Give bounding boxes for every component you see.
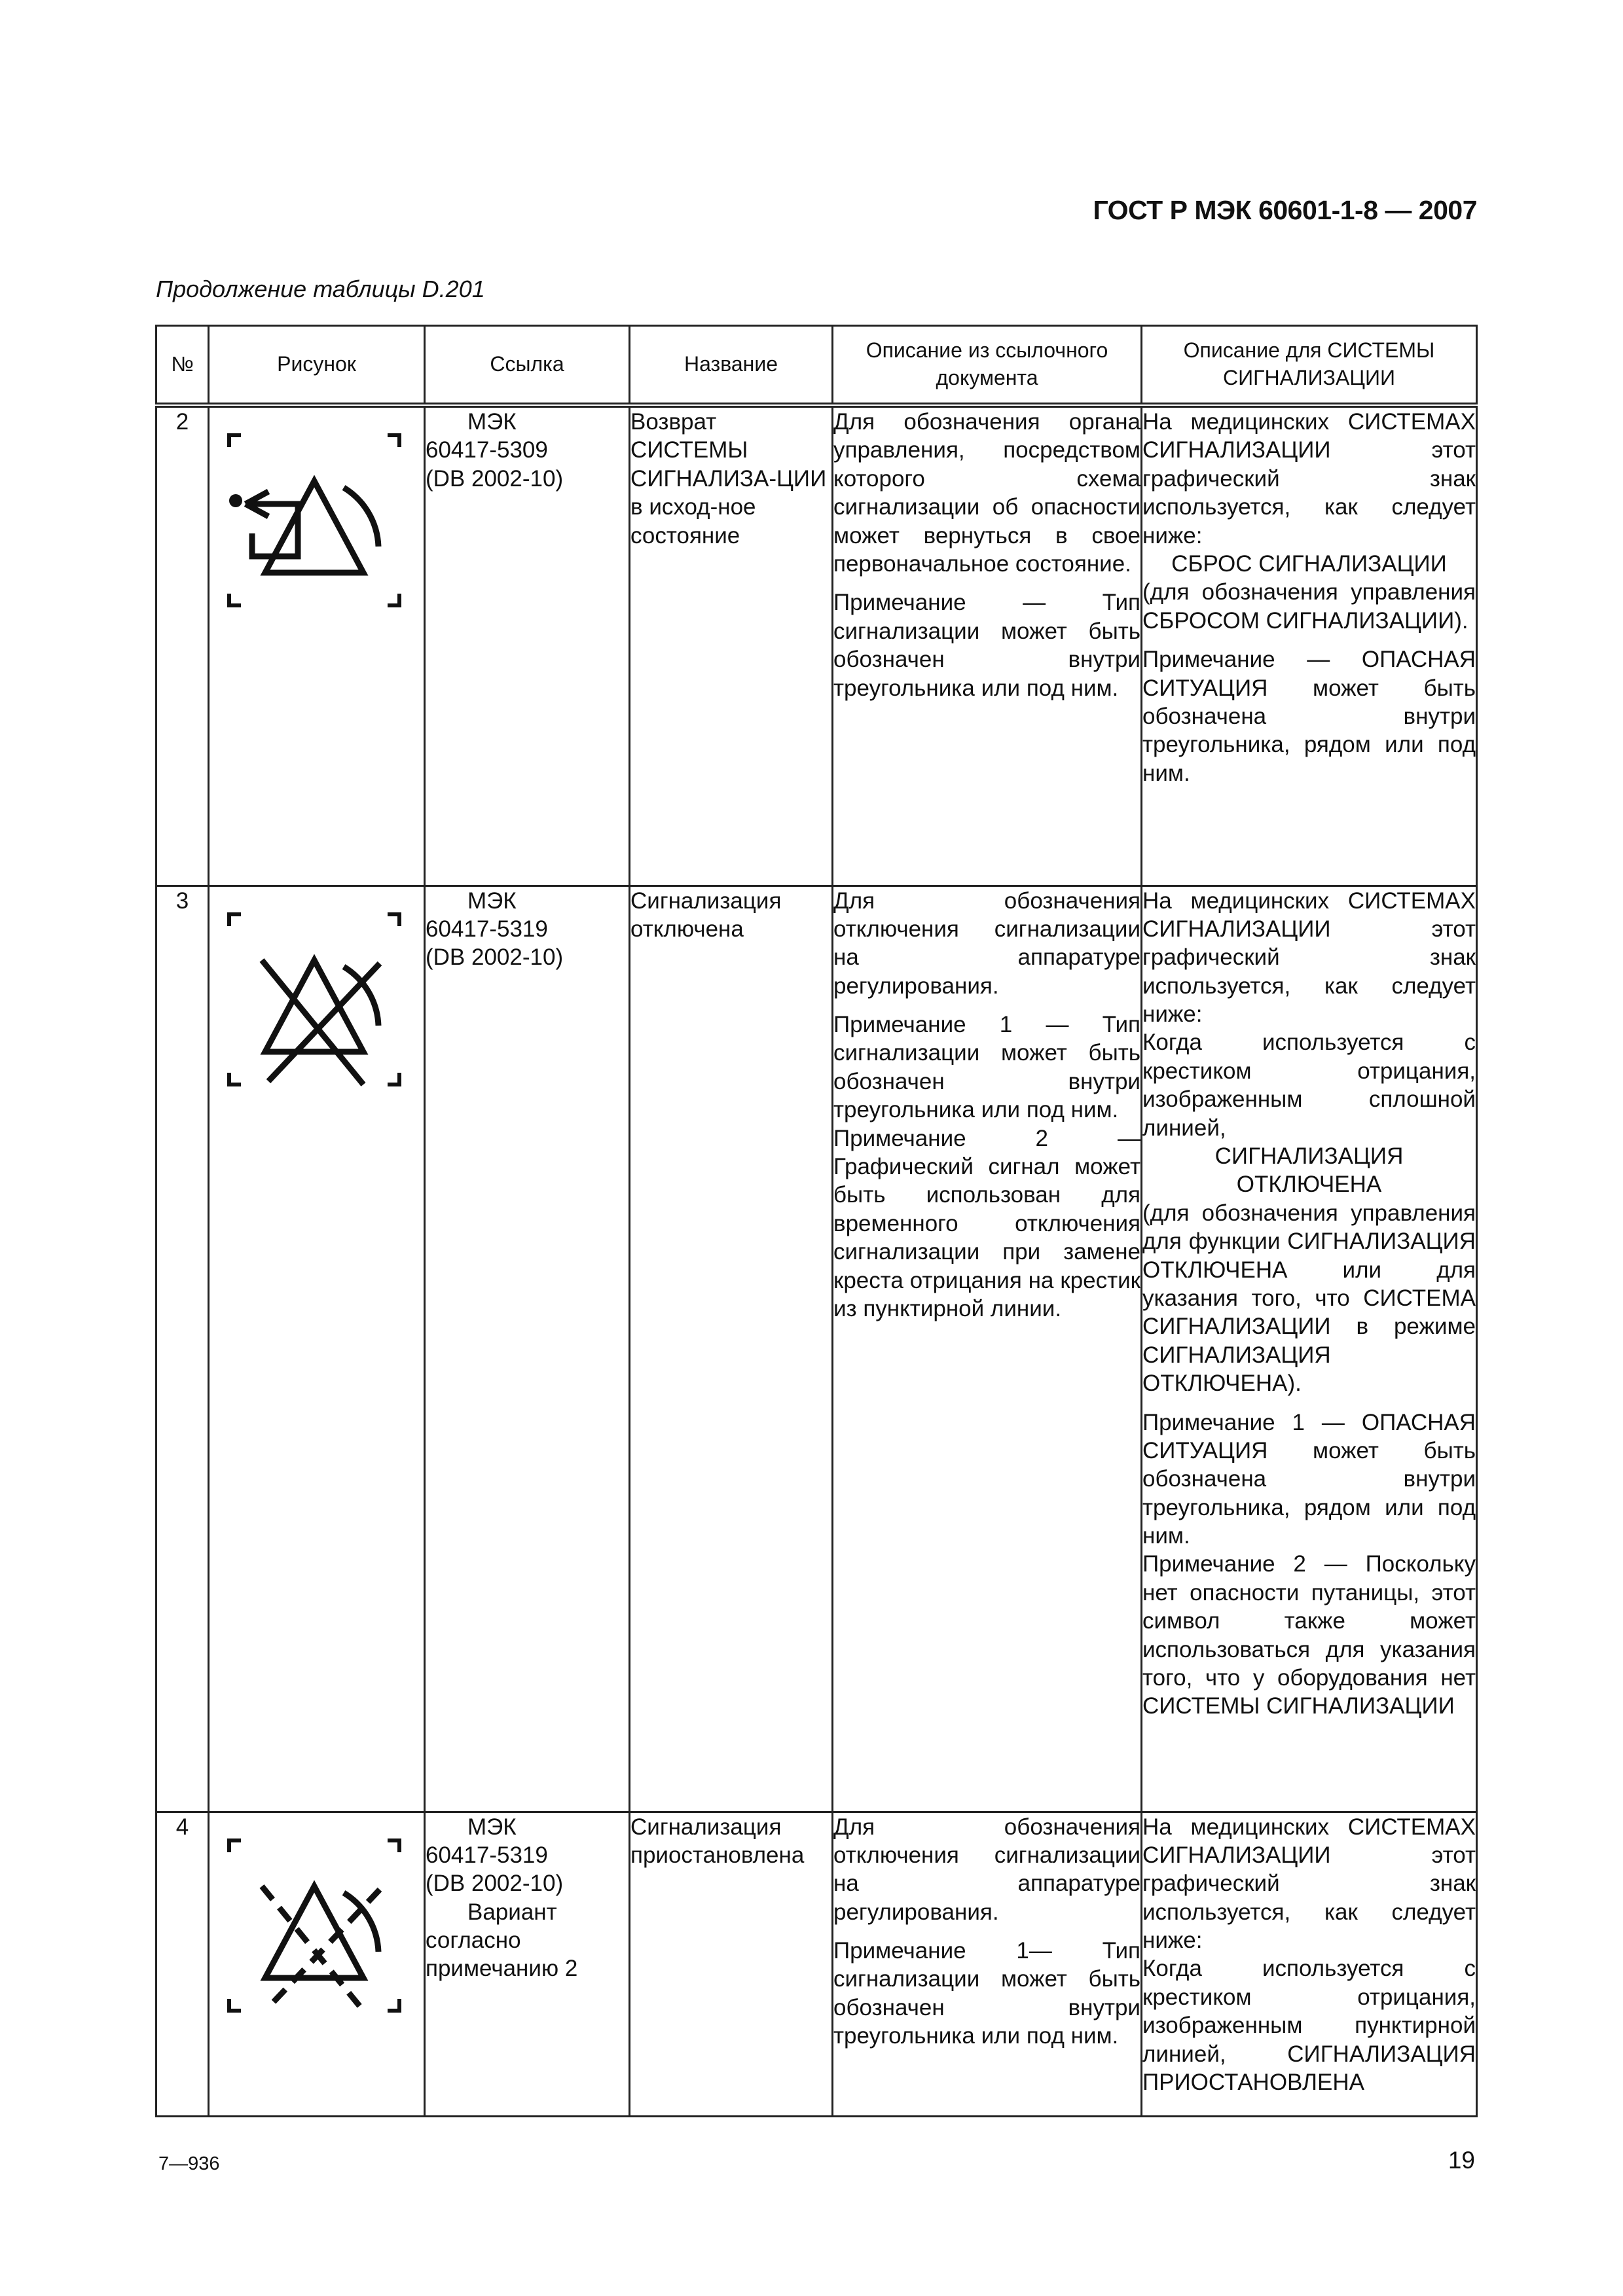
alarm-paused-icon: [216, 1827, 412, 2024]
ref-line: (DB 2002-10): [426, 1871, 564, 1897]
reference-cell: [425, 405, 630, 886]
ref-line: (DB 2002-10): [426, 944, 564, 971]
symbol-name: Сигнализация приостановлена: [630, 1814, 805, 1868]
note-text: Примечание — ОПАСНАЯ СИТУАЦИЯ может быть обозначена внутри треугольника, рядом или под ним.: [1142, 647, 1476, 786]
system-description-cell: [1142, 1812, 1477, 2116]
alarm-off-icon: [216, 901, 412, 1098]
ref-line: 60417-5319: [426, 916, 548, 942]
note-text: Примечание — Тип сигнализации может быть обозначен внутри треугольника или под ним.: [833, 590, 1140, 701]
figure-cell: [209, 1812, 425, 2116]
system-description-cell: [1142, 405, 1477, 886]
col-header-sys: Описание для СИСТЕМЫ СИГНАЛИЗАЦИИ: [1142, 326, 1477, 406]
symbol-name: Возврат СИСТЕМЫ СИГНАЛИЗА-ЦИИ в исход-ное состояние: [630, 409, 827, 548]
system-text: На медицинских СИСТЕМАХ СИГНАЛИЗАЦИИ этот графический знак используется, как следует ниже:: [1142, 409, 1476, 548]
row-number: 4: [156, 1812, 209, 2116]
system-text: На медицинских СИСТЕМАХ СИГНАЛИЗАЦИИ этот графический знак используется, как следует ниже:: [1142, 1814, 1476, 1954]
system-text: (для обозначения управления для функции СИГНАЛИЗАЦИЯ ОТКЛЮЧЕНА или для указания того, что СИСТЕМА СИГНАЛИЗАЦИИ в режиме СИГНАЛИЗАЦИЯ ОТКЛЮЧЕНА).: [1142, 1200, 1476, 1397]
system-description-cell: [1142, 886, 1477, 1812]
note-text: Примечание 2 — Графический сигнал может быть использован для временного отключения сигнализации при замене креста отрицания на крестик из пунктирной линии.: [833, 1125, 1140, 1321]
name-cell: [630, 405, 833, 886]
table-row: [156, 886, 1477, 1812]
page-number: 19: [1448, 2147, 1475, 2174]
ref-line: МЭК: [467, 1814, 517, 1840]
system-term: СИГНАЛИЗАЦИЯ ОТКЛЮЧЕНА: [1214, 1143, 1404, 1198]
ref-line: 60417-5319: [426, 1842, 548, 1868]
document-id: ГОСТ Р МЭК 60601-1-8 — 2007: [1093, 195, 1477, 225]
ref-line: МЭК: [467, 409, 517, 435]
symbol-name: Сигнализация отключена: [630, 888, 782, 942]
system-text: Когда используется с крестиком отрицания, изображенным пунктирной линией, СИГНАЛИЗАЦИЯ ПРИОСТАНОВЛЕНА: [1142, 1956, 1476, 2096]
alarm-reset-icon: [216, 422, 412, 619]
description-text: Для обозначения органа управления, посредством которого схема сигнализации об опасности может вернуться в свое первоначальное состояние.: [833, 409, 1140, 577]
col-header-name: Название: [630, 326, 833, 406]
description-cell: [833, 405, 1142, 886]
row-number: 3: [156, 886, 209, 1812]
symbols-table: [155, 325, 1478, 2117]
col-header-num: №: [156, 326, 209, 406]
name-cell: [630, 1812, 833, 2116]
table-caption: Продолжение таблицы D.201: [156, 276, 485, 302]
note-text: Примечание 1 — ОПАСНАЯ СИТУАЦИЯ может быть обозначена внутри треугольника, рядом или под ним.: [1142, 1409, 1476, 1549]
description-text: Для обозначения отключения сигнализации на аппаратуре регулирования.: [833, 1814, 1140, 1925]
print-code: 7—936: [158, 2153, 220, 2174]
note-text: Примечание 1 — Тип сигнализации может быть обозначен внутри треугольника или под ним.: [833, 1012, 1140, 1123]
figure-cell: [209, 405, 425, 886]
row-number: 2: [156, 405, 209, 886]
description-cell: [833, 1812, 1142, 2116]
system-text: Когда используется с крестиком отрицания, изображенным сплошной линией,: [1142, 1030, 1476, 1141]
table-header-row: [156, 326, 1477, 406]
note-text: Примечание 1— Тип сигнализации может быть обозначен внутри треугольника или под ним.: [833, 1938, 1140, 2049]
col-header-figure: Рисунок: [209, 326, 425, 406]
ref-line: (DB 2002-10): [426, 465, 564, 492]
col-header-ref: Ссылка: [425, 326, 630, 406]
ref-line: МЭК: [467, 888, 517, 914]
description-text: Для обозначения отключения сигнализации на аппаратуре регулирования.: [833, 888, 1140, 999]
figure-cell: [209, 886, 425, 1812]
reference-cell: [425, 1812, 630, 2116]
description-cell: [833, 886, 1142, 1812]
system-text: На медицинских СИСТЕМАХ СИГНАЛИЗАЦИИ этот графический знак используется, как следует ниже:: [1142, 888, 1476, 1028]
table-row: [156, 405, 1477, 886]
name-cell: [630, 886, 833, 1812]
reference-cell: [425, 886, 630, 1812]
ref-line: Вариант согласно примечанию 2: [426, 1899, 578, 1982]
col-header-desc: Описание из ссылочного документа: [833, 326, 1142, 406]
table-row: [156, 1812, 1477, 2116]
system-text: (для обозначения управления СБРОСОМ СИГНАЛИЗАЦИИ).: [1142, 579, 1476, 634]
note-text: Примечание 2 — Поскольку нет опасности путаницы, этот символ также может использоваться для указания того, что у оборудования нет СИСТЕМЫ СИГНАЛИЗАЦИИ: [1142, 1551, 1476, 1719]
system-term: СБРОС СИГНАЛИЗАЦИИ: [1171, 550, 1447, 577]
ref-line: 60417-5309: [426, 437, 548, 463]
